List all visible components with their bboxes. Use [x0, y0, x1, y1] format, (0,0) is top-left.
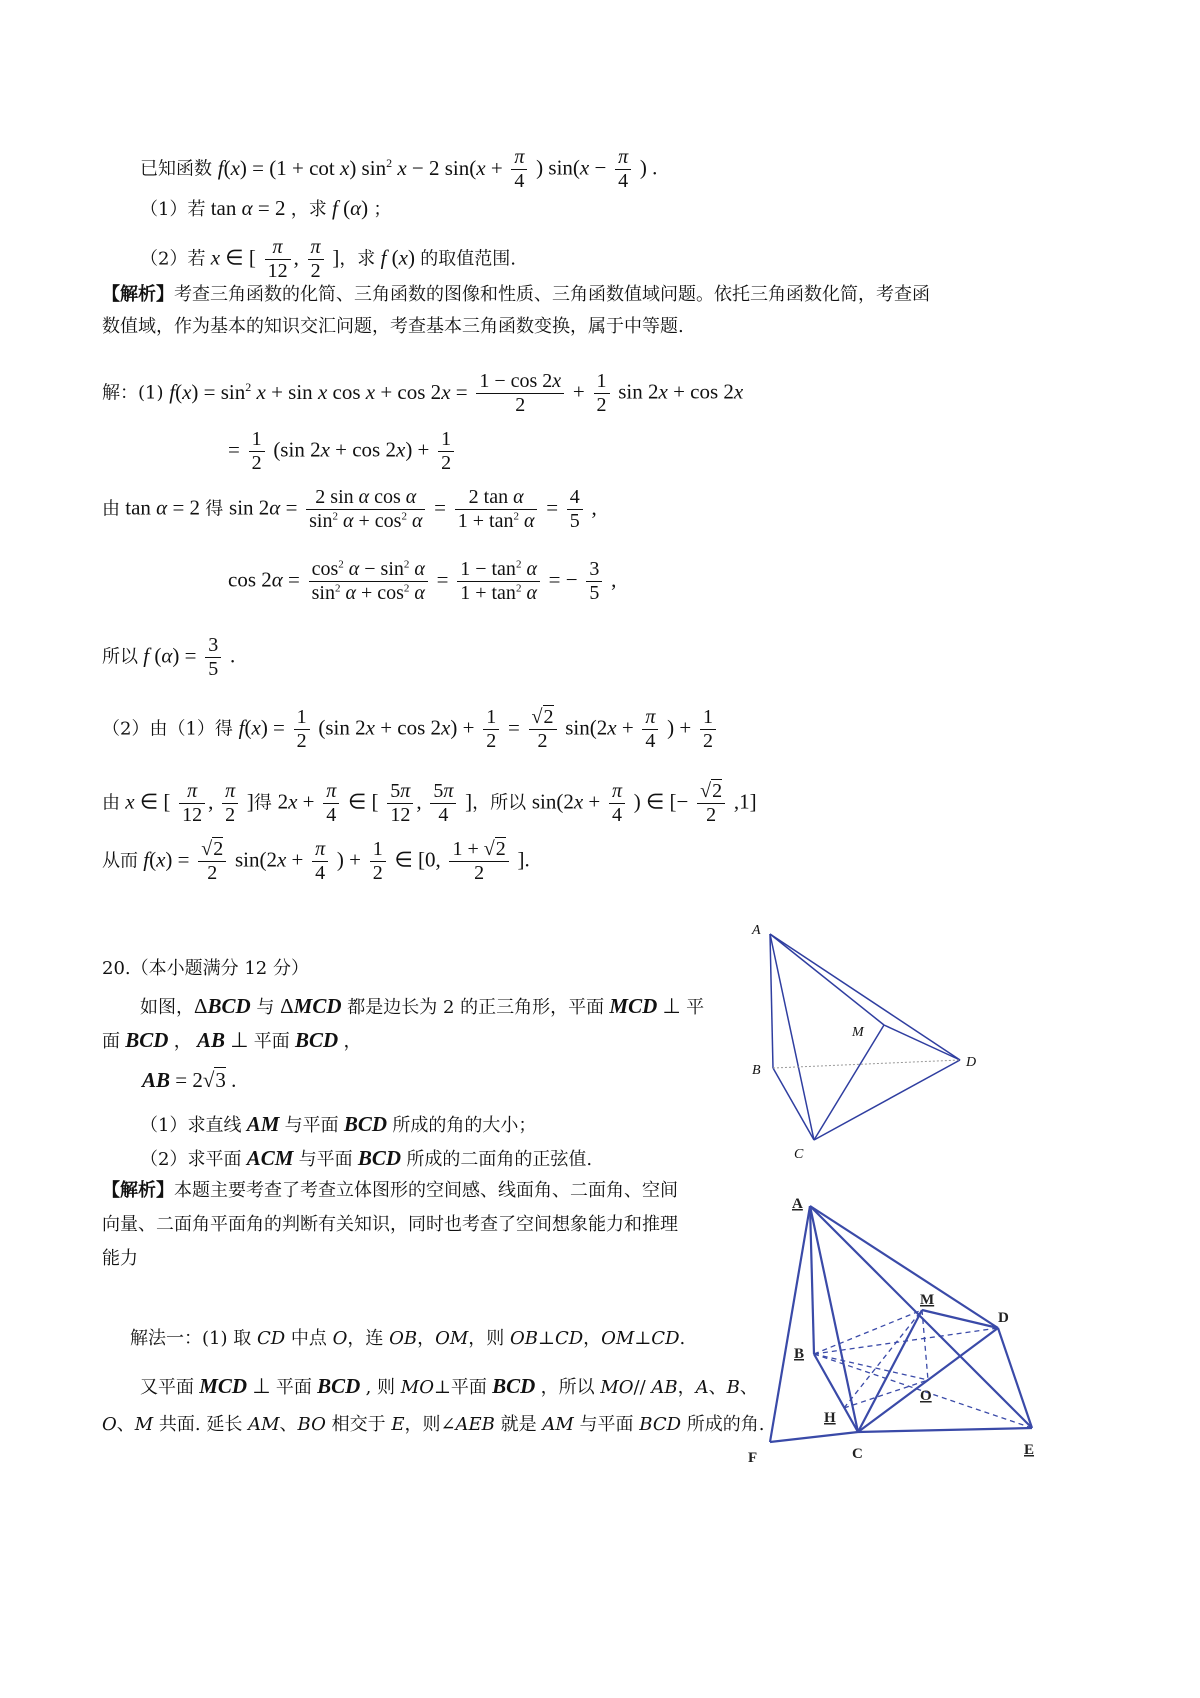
edge-bo-hidden: [814, 1354, 928, 1380]
solution-line-2: = $\frac{1}{2}$ (sin 2x + cos 2x) + $\frac{1}{2}$: [228, 428, 457, 475]
problem-20-statement-2: 面 BCD ， AB ⊥ 平面 BCD ，: [102, 1028, 362, 1052]
label-a: A: [752, 923, 761, 938]
label-e: E: [1024, 1442, 1035, 1458]
problem-20-question-1: （1）求直线 AM 与平面 BCD 所成的角的大小；: [140, 1112, 537, 1136]
solution-line-5: 所以 f (α) = $\frac{3}{5}$ .: [102, 634, 236, 680]
edge-cd: [814, 1060, 960, 1140]
edge-ab: [810, 1206, 814, 1354]
problem-20-header: 20.（本小题满分 12 分）: [102, 958, 309, 979]
problem-19-analysis: 【解析】考查三角函数的化简、三角函数的图像和性质、三角函数值域问题。依托三角函数化简，考查函: [102, 284, 930, 305]
problem-19-question-2: （2）若 x ∈ [ $\frac{\pi}{12}$ , $\frac{\pi}{2}$ ]，求 f (x) 的取值范围.: [140, 236, 516, 282]
label-f: F: [748, 1450, 758, 1466]
problem-20-analysis: 【解析】本题主要考查了考查立体图形的空间感、线面角、二面角、空间: [102, 1180, 678, 1201]
solution-line-8: 从而 f(x) = $\frac{√2}{2}$ sin(2x + $\frac{\pi}{4}$ ) + $\frac{1}{2}$ ∈ [0, $\frac{1 + √2}{2}$ ].: [102, 838, 530, 884]
edge-fc: [770, 1432, 858, 1442]
edge-ad: [770, 934, 960, 1060]
method-1-line-3: O、M 共面. 延长 AM、BO 相交于 E，则∠AEB 就是 AM 与平面 BCD 所成的角.: [102, 1414, 765, 1435]
edge-md: [922, 1310, 998, 1328]
problem-19-analysis-cont: 数值域，作为基本的知识交汇问题，考查基本三角函数变换，属于中等题.: [102, 316, 684, 337]
edge-md: [884, 1025, 960, 1060]
problem-20-statement-3: AB = 2√3 .: [142, 1068, 237, 1092]
method-1-line-2: 又平面 MCD ⊥ 平面 BCD , 则 MO⊥平面 BCD ，所以 MO// AB，A、B、: [140, 1374, 758, 1398]
edge-ac: [810, 1206, 858, 1432]
label-a: A: [792, 1196, 803, 1212]
label-c: C: [852, 1446, 863, 1462]
label-d: D: [998, 1310, 1009, 1326]
label-d: D: [966, 1055, 977, 1070]
solution-line-3: 由 tan α = 2 得 sin 2α = $\frac{\text{2 sin α cos α}}{\sin^2 \alpha + \cos^2 \alpha}$ = $\frac{\text{2 tan α}}{1 + \tan^2 \alpha}$ = $\frac{4}{5}$ ,: [102, 486, 597, 532]
solution-line-1: 解：(1) $f(x) = \sin^2 x + \sin x$ cos x + cos 2x = $\frac{1 - \cos 2x}{2}$ + $\frac{1}{2}$ sin 2x + cos 2x: [102, 370, 744, 416]
edge-ho-hidden: [844, 1380, 928, 1408]
edge-de: [998, 1328, 1032, 1428]
edge-bd-hidden: [814, 1328, 998, 1354]
edge-cm: [858, 1310, 922, 1432]
label-b: B: [752, 1063, 761, 1078]
edge-ad: [810, 1206, 998, 1328]
label-c: C: [794, 1147, 804, 1162]
problem-20-question-2: （2）求平面 ACM 与平面 BCD 所成的二面角的正弦值.: [140, 1146, 593, 1170]
solution-line-6: （2）由（1）得 f(x) = $\frac{1}{2}$ (sin 2x + cos 2x) + $\frac{1}{2}$ = $\frac{√2}{2}$ sin(2x + $\frac{\pi}{4}$ ) + $\frac{1}{2}$: [102, 706, 719, 753]
problem-19-statement: 已知函数 f(x) = (1 + cot x) $\sin^2 x - 2$ sin(x + $\frac{\pi}{4}$ ) sin(x − $\frac{\pi}{4}$ ) .: [140, 146, 658, 192]
figure-2-construction: [740, 1186, 1050, 1476]
edge-ce: [858, 1428, 1032, 1432]
solution-line-4: cos 2α = $\frac{\cos^2 \alpha - \sin^2 \alpha}{\sin^2 \alpha + \cos^2 \alpha}$ = $\frac{1 - \tan^2 \alpha}{1 + \tan^2 \alpha}$ = − $\frac{3}{5}$ ,: [228, 558, 617, 604]
edge-bc: [773, 1068, 814, 1140]
label-m: M: [852, 1025, 864, 1040]
edge-ac: [770, 934, 814, 1140]
solution-line-7: 由 x ∈ [ $\frac{\pi}{12}$ , $\frac{\pi}{2}$ ]得 2x + $\frac{\pi}{4}$ ∈ [ $\frac{5\pi}{12}$ , $\frac{5\pi}{4}$ ]，所以 sin(2x + $\frac{\pi}{4}$ ) ∈ [− $\frac{√2}{2}$ ,1]: [102, 780, 757, 826]
label-o: O: [920, 1388, 932, 1404]
label-m: M: [920, 1292, 935, 1308]
method-1-line-1: 解法一：(1) 取 CD 中点 O，连 OB，OM，则 OB⊥CD，OM⊥CD.: [130, 1328, 686, 1349]
edge-ab: [770, 934, 773, 1068]
label-b: B: [794, 1346, 805, 1362]
figure-1-tetrahedron: [740, 920, 1000, 1170]
edge-af: [770, 1206, 810, 1442]
label-h: H: [824, 1410, 836, 1426]
edge-bd-hidden: [773, 1060, 960, 1068]
problem-19-question-1: （1）若 tan α = 2 ，求 f (α) ；: [140, 196, 392, 220]
problem-20-analysis-cont-2: 能力: [102, 1248, 138, 1269]
edge-bm-hidden: [814, 1310, 922, 1354]
problem-20-analysis-cont-1: 向量、二面角平面角的判断有关知识，同时也考查了空间想象能力和推理: [102, 1214, 678, 1235]
edge-cm: [814, 1025, 884, 1140]
problem-20-statement-1: 如图，ΔBCD 与 ΔMCD 都是边长为 2 的正三角形，平面 MCD ⊥ 平: [140, 994, 705, 1018]
edge-cd: [858, 1328, 998, 1432]
